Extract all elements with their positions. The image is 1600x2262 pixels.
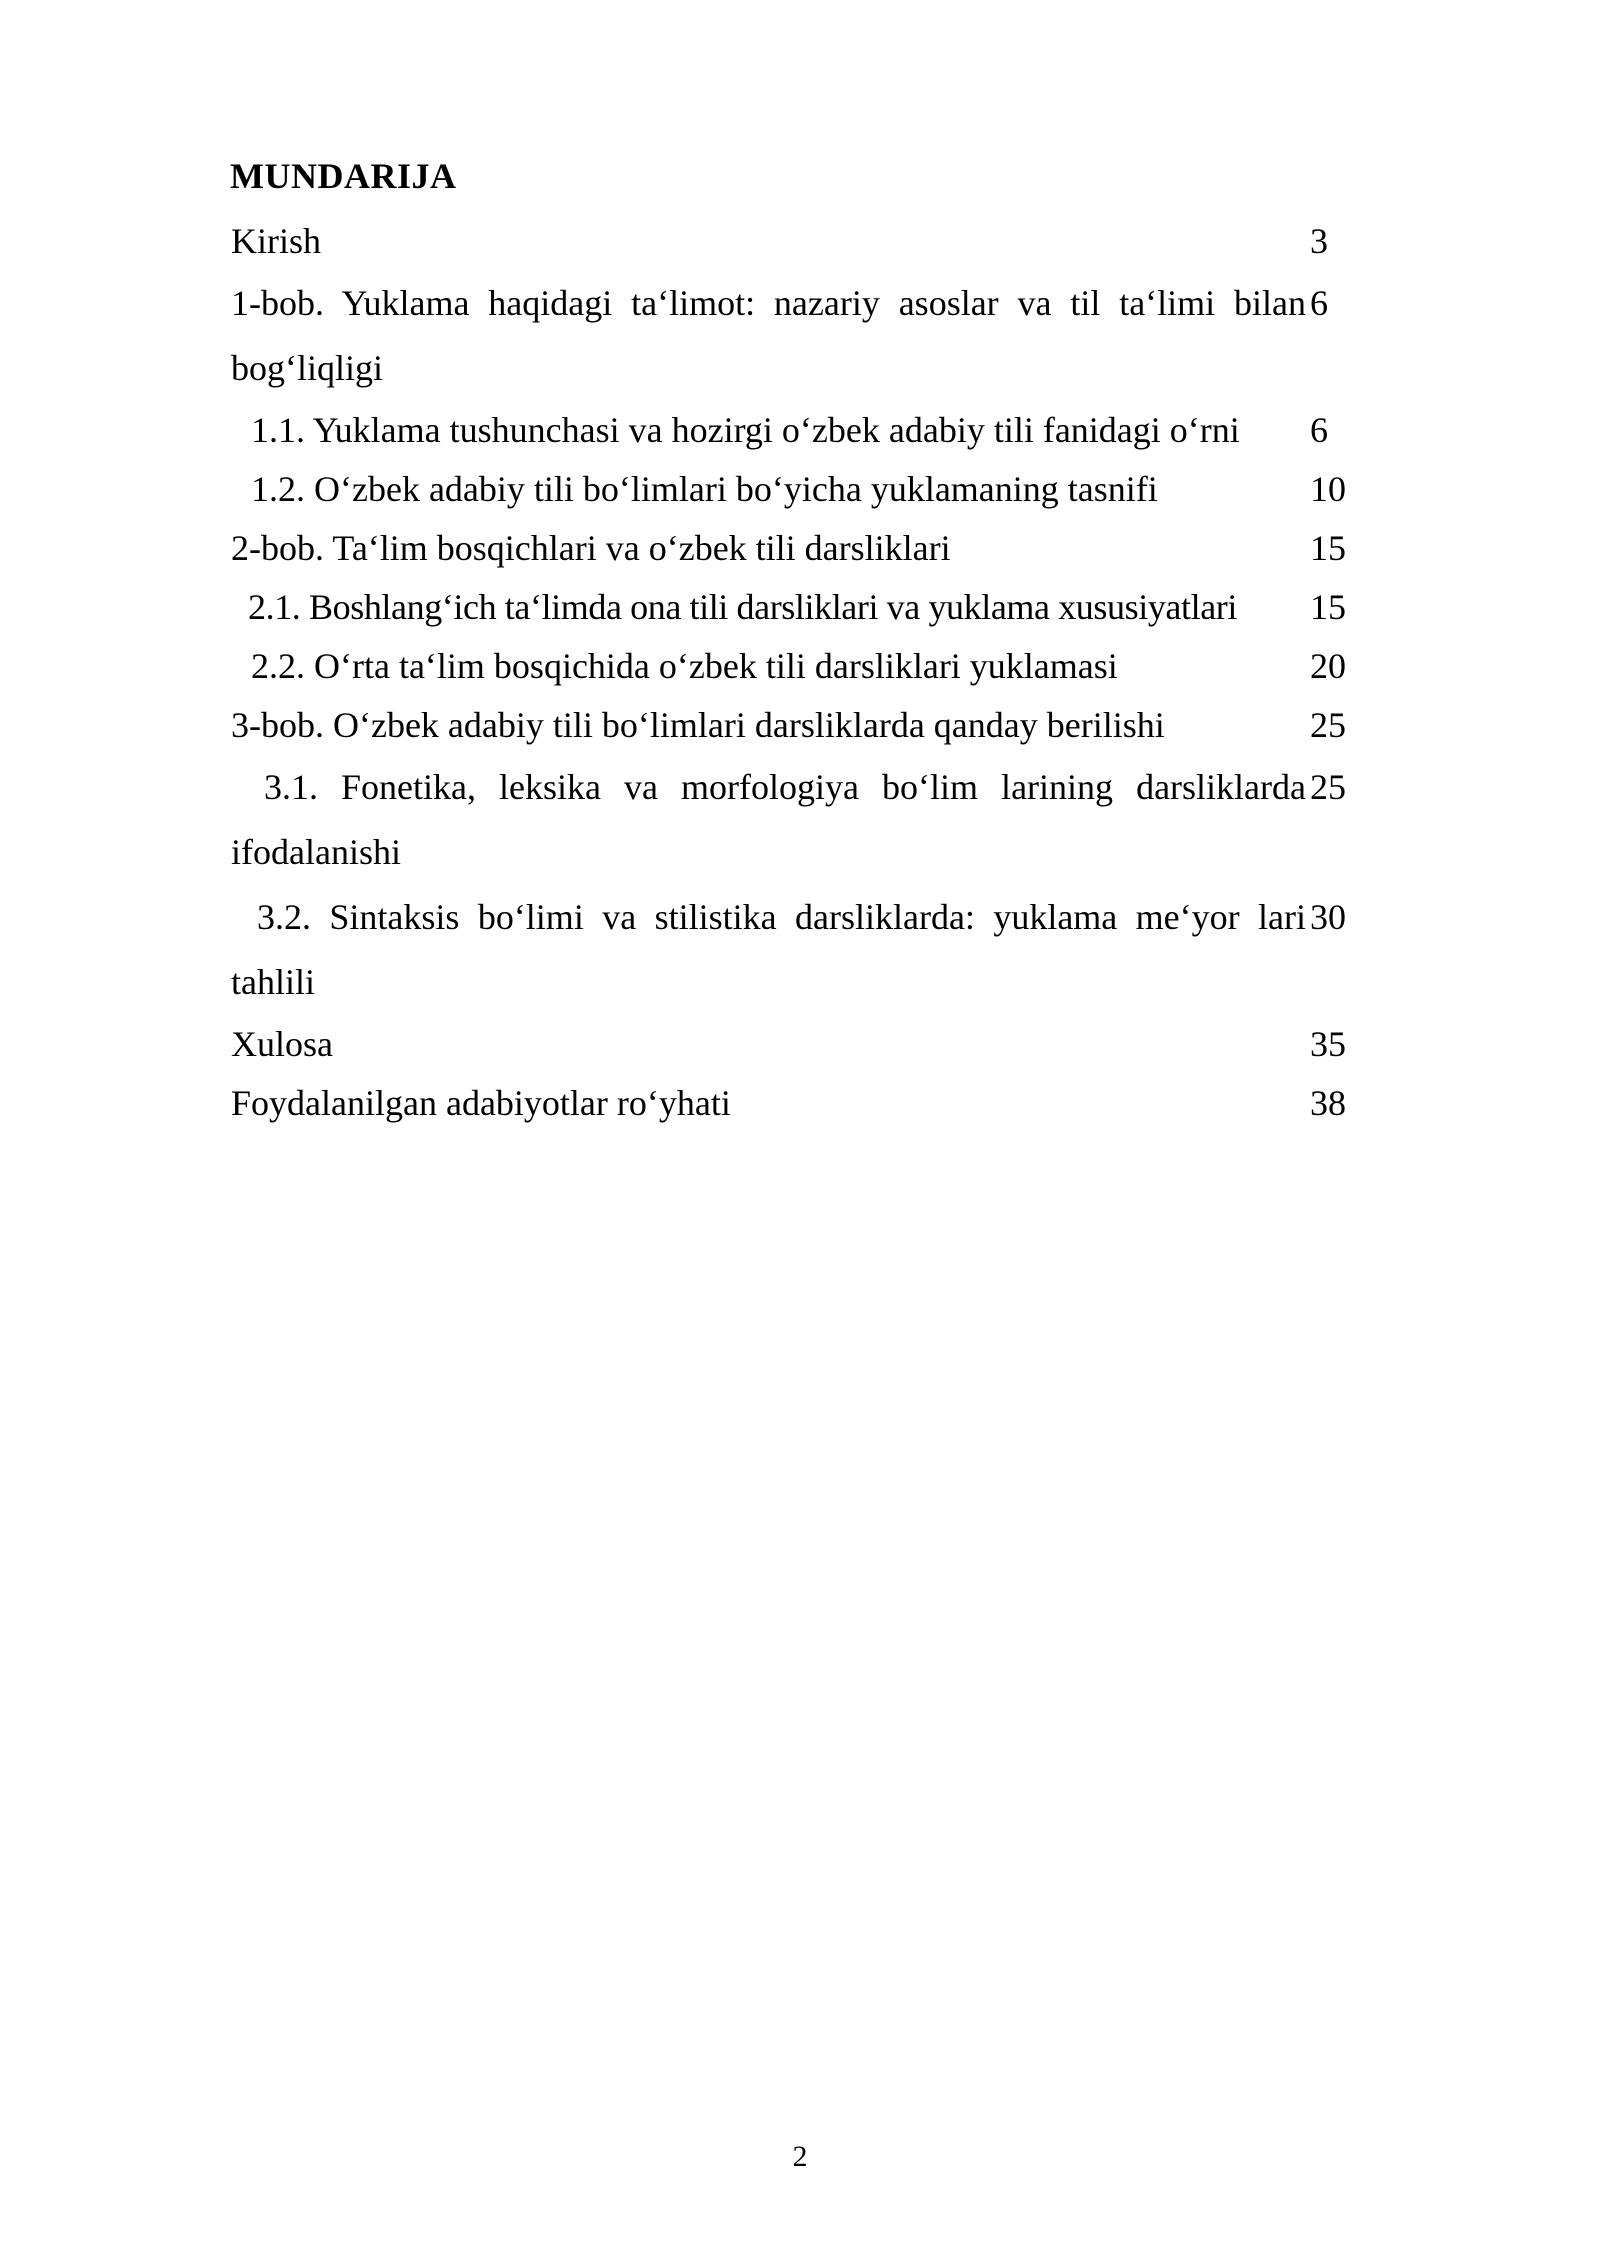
toc-entry-text: 1-bob. Yuklama haqidagi ta‘limot: nazariy asoslar va til ta‘limi bilan bog‘liqligi bbox=[231, 283, 1306, 388]
toc-entry-page: 20 bbox=[1310, 646, 1346, 686]
page-number: 2 bbox=[792, 2140, 808, 2173]
toc-entry-text: Kirish bbox=[231, 221, 321, 261]
toc-entry-page: 3 bbox=[1310, 221, 1328, 261]
toc-entry-page: 30 bbox=[1310, 897, 1346, 937]
toc-entry-kirish bbox=[231, 212, 1356, 271]
toc-entry-page: 35 bbox=[1310, 1024, 1346, 1064]
toc-entry-page: 15 bbox=[1310, 587, 1346, 627]
toc-entry-section-1-2 bbox=[231, 460, 1356, 519]
toc-entry-chapter-2 bbox=[231, 519, 1356, 578]
toc-entry-bibliography bbox=[231, 1074, 1356, 1133]
toc-entry-chapter-1 bbox=[231, 271, 1356, 401]
toc-entry-section-2-1 bbox=[231, 578, 1356, 637]
toc-entry-section-3-1 bbox=[231, 755, 1356, 885]
toc-entry-text: 1.2. O‘zbek adabiy tili bo‘limlari bo‘yicha yuklamaning tasnifi bbox=[251, 469, 1158, 509]
toc-title: MUNDARIJA bbox=[230, 156, 457, 196]
toc-entry-xulosa bbox=[231, 1015, 1356, 1074]
toc-entry-section-3-2 bbox=[231, 885, 1356, 1015]
table-of-contents bbox=[231, 212, 1356, 1133]
toc-entry-page: 25 bbox=[1310, 767, 1346, 807]
toc-entry-text: 3.2. Sintaksis bo‘limi va stilistika darsliklarda: yuklama me‘yor lari tahlili bbox=[231, 897, 1306, 1002]
toc-entry-page: 6 bbox=[1310, 410, 1328, 450]
toc-entry-page: 25 bbox=[1310, 705, 1346, 745]
toc-entry-chapter-3 bbox=[231, 696, 1356, 755]
toc-entry-page: 38 bbox=[1310, 1083, 1346, 1123]
toc-entry-text: 3.1. Fonetika, leksika va morfologiya bo‘lim larining darsliklarda ifodalanishi bbox=[231, 767, 1306, 872]
toc-entry-text: 1.1. Yuklama tushunchasi va hozirgi o‘zbek adabiy tili fanidagi o‘rni bbox=[251, 410, 1240, 450]
toc-entry-text: 2-bob. Ta‘lim bosqichlari va o‘zbek tili darsliklari bbox=[231, 528, 951, 568]
toc-entry-text: 2.1. Boshlang‘ich ta‘limda ona tili darsliklari va yuklama xususiyatlari bbox=[248, 587, 1237, 627]
toc-entry-text: 3-bob. O‘zbek adabiy tili bo‘limlari darsliklarda qanday berilishi bbox=[231, 705, 1165, 745]
toc-entry-section-2-2 bbox=[231, 637, 1356, 696]
toc-entry-page: 15 bbox=[1310, 528, 1346, 568]
toc-entry-text: Xulosa bbox=[231, 1024, 333, 1064]
toc-entry-section-1-1 bbox=[231, 401, 1356, 460]
toc-entry-text: 2.2. O‘rta ta‘lim bosqichida o‘zbek tili darsliklari yuklamasi bbox=[251, 646, 1118, 686]
toc-entry-text: Foydalanilgan adabiyotlar ro‘yhati bbox=[231, 1083, 731, 1123]
toc-entry-page: 10 bbox=[1310, 469, 1346, 509]
toc-entry-page: 6 bbox=[1310, 283, 1328, 323]
